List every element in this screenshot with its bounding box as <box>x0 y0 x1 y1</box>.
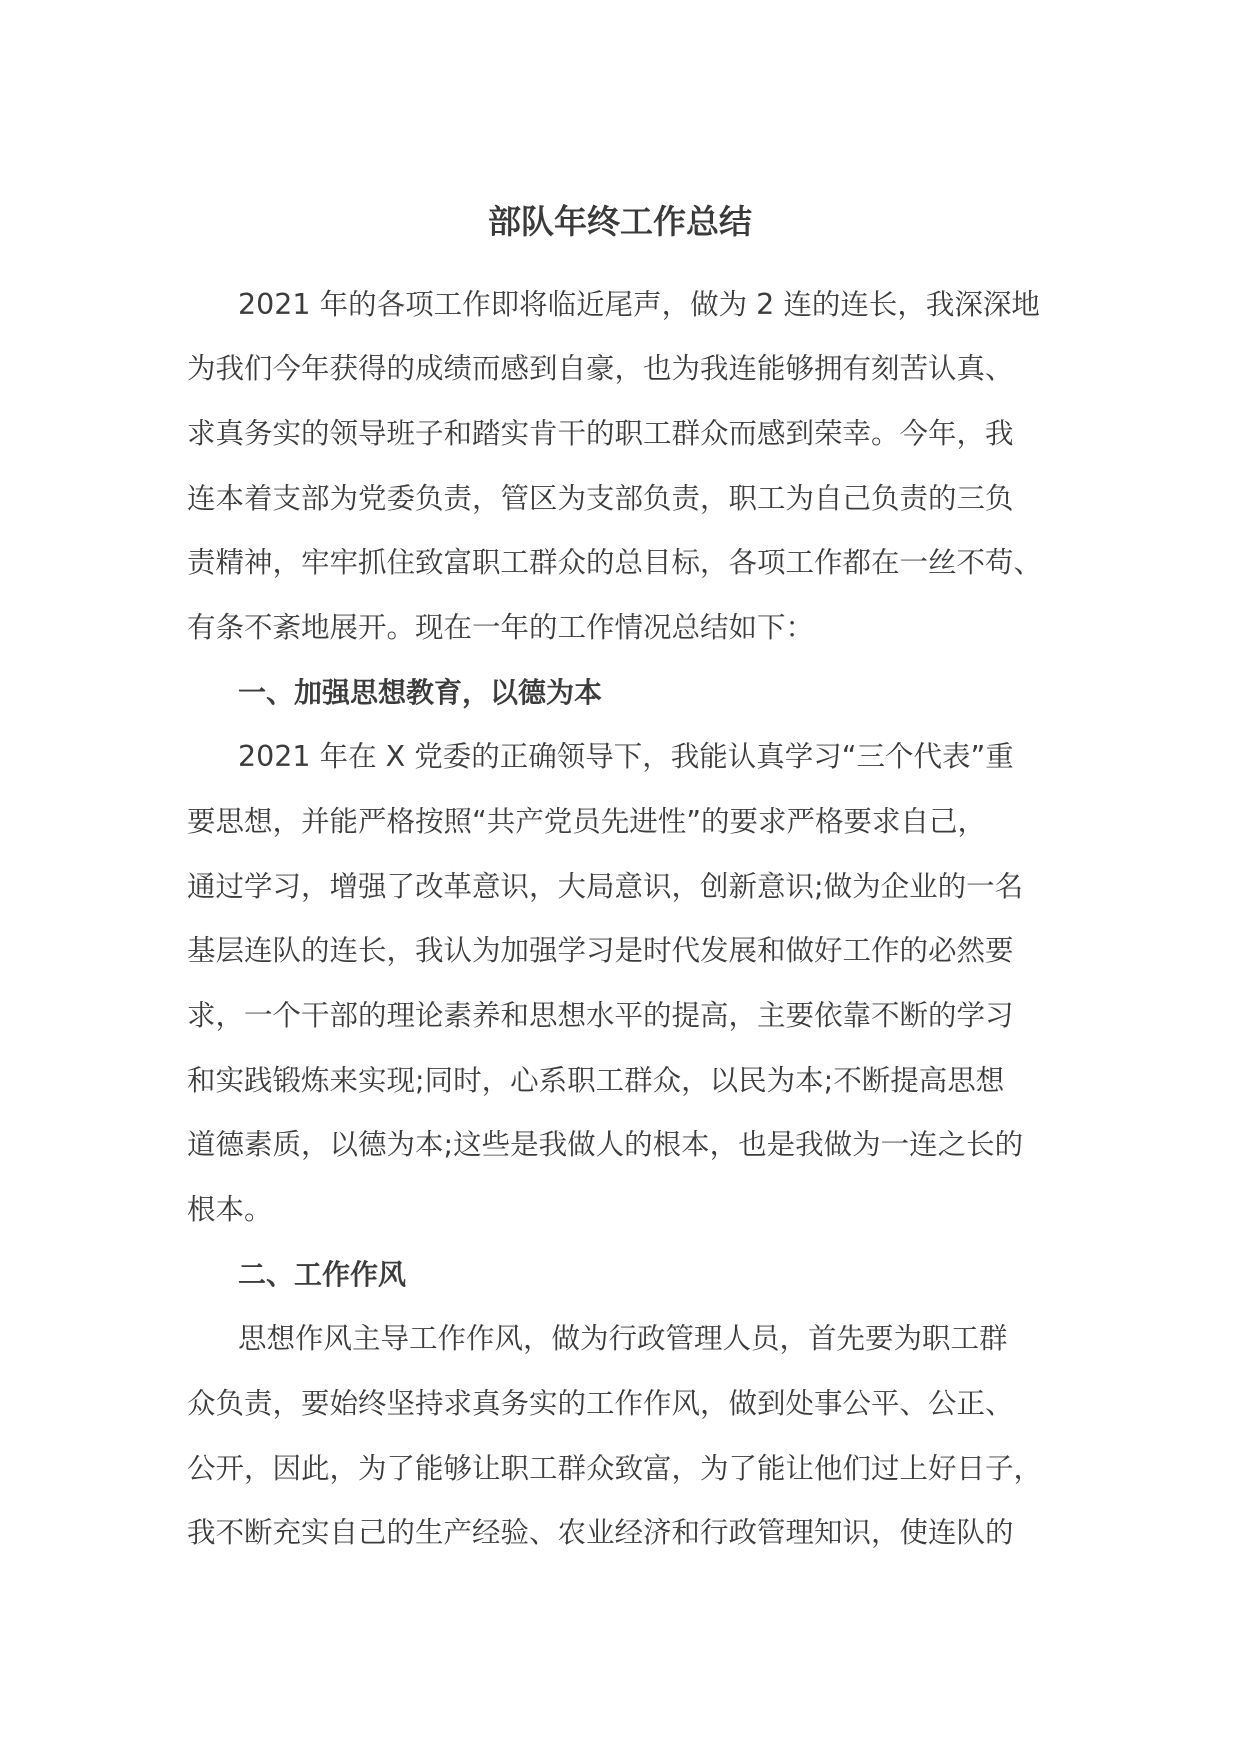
paragraph-line: 和实践锻炼来实现;同时，心系职工群众，以民为本;不断提高思想 <box>187 1064 1005 1097</box>
paragraph-line: 为我们今年获得的成绩而感到自豪，也为我连能够拥有刻苦认真、 <box>187 352 1014 385</box>
paragraph-line: 2021 年的各项工作即将临近尾声，做为 2 连的连长，我深深地 <box>238 288 1040 321</box>
paragraph-line: 责精神，牢牢抓住致富职工群众的总目标，各项工作都在一丝不苟、 <box>187 546 1043 579</box>
paragraph-line: 基层连队的连长，我认为加强学习是时代发展和做好工作的必然要 <box>187 934 1014 967</box>
paragraph-line: 要思想，并能严格按照“共产党员先进性”的要求严格要求自己， <box>187 805 987 838</box>
paragraph-line: 公开，因此，为了能够让职工群众致富，为了能让他们过上好日子， <box>187 1452 1043 1485</box>
paragraph-line: 有条不紊地展开。现在一年的工作情况总结如下： <box>187 611 815 644</box>
paragraph-line: 求真务实的领导班子和踏实肯干的职工群众而感到荣幸。今年，我 <box>187 417 1014 450</box>
paragraph-line: 2021 年在 X 党委的正确领导下，我能认真学习“三个代表”重 <box>238 740 1014 773</box>
paragraph-line: 求，一个干部的理论素养和思想水平的提高，主要依靠不断的学习 <box>187 999 1014 1032</box>
paragraph-line: 我不断充实自己的生产经验、农业经济和行政管理知识，使连队的 <box>187 1516 1014 1549</box>
paragraph-line: 根本。 <box>187 1193 273 1226</box>
section-heading: 一、加强思想教育，以德为本 <box>238 676 603 709</box>
paragraph-line: 连本着支部为党委负责，管区为支部负责，职工为自己负责的三负 <box>187 482 1014 515</box>
paragraph-line: 众负责，要始终坚持求真务实的工作作风，做到处事公平、公正、 <box>187 1387 1014 1420</box>
paragraph-line: 思想作风主导工作作风，做为行政管理人员，首先要为职工群 <box>238 1322 1008 1355</box>
paragraph-line: 道德素质，以德为本;这些是我做人的根本，也是我做为一连之长的 <box>187 1128 1024 1161</box>
page-title: 部队年终工作总结 <box>488 202 752 241</box>
section-heading: 二、工作作风 <box>238 1258 407 1291</box>
paragraph-line: 通过学习，增强了改革意识，大局意识，创新意识;做为企业的一名 <box>187 870 1024 903</box>
